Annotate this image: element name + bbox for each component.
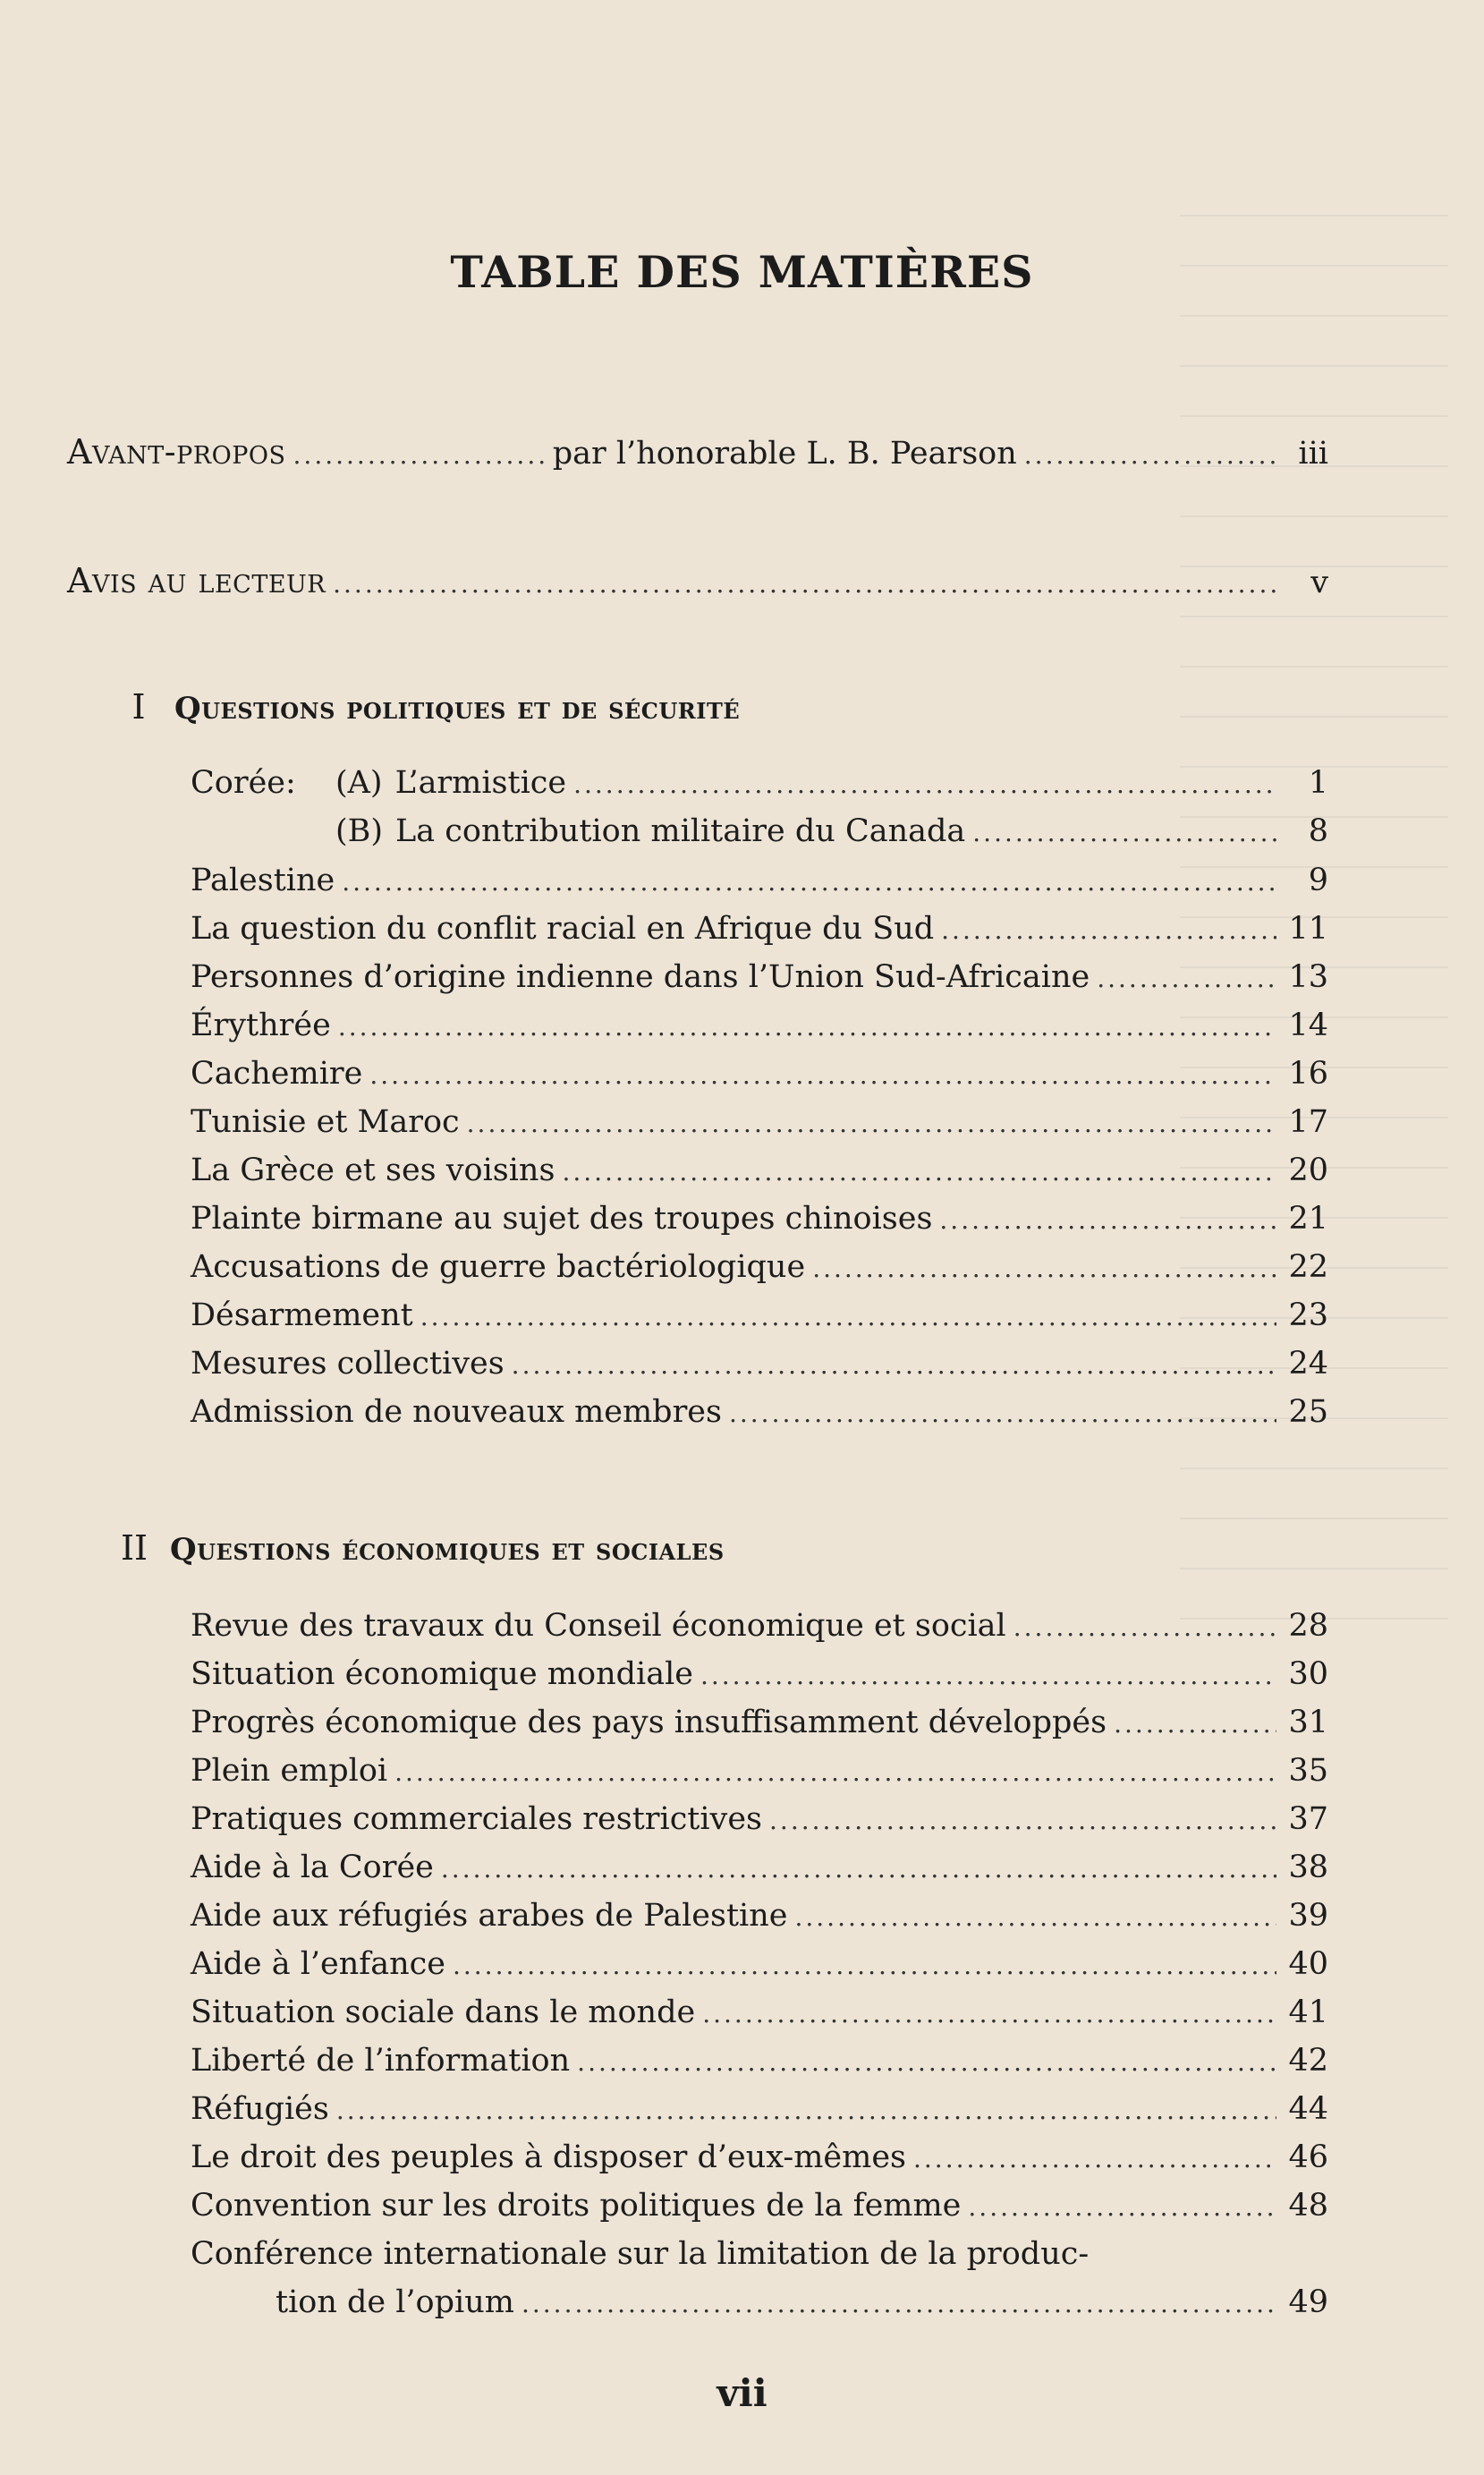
leader-dots (794, 1893, 1276, 1942)
entry-text: Situation économique mondiale (191, 1656, 693, 1692)
entry-text: Aide à la Corée (191, 1850, 434, 1885)
entry-page: 24 (1288, 1346, 1328, 1382)
entry-text: L’armistice (394, 765, 567, 801)
entry-author: par l’honorable L. B. Pearson (552, 436, 1017, 472)
entry-page: 44 (1288, 2091, 1328, 2127)
list-item (191, 2133, 1328, 2183)
leader-dots (972, 809, 1276, 857)
entry-page: 20 (1288, 1152, 1328, 1188)
leader-dots (941, 906, 1276, 955)
leader-dots (913, 2135, 1276, 2183)
entry-page: 30 (1288, 1656, 1328, 1692)
leader-dots (1013, 1603, 1276, 1652)
entry-text: Mesures collectives (191, 1346, 505, 1382)
leader-dots (577, 2038, 1276, 2087)
entry-page: 39 (1288, 1898, 1328, 1934)
entry-page: 8 (1308, 813, 1328, 849)
entry-page: 9 (1308, 863, 1328, 898)
entry-page: 22 (1288, 1249, 1328, 1285)
list-item (191, 856, 1328, 906)
list-item (191, 1988, 1328, 2038)
entry-page: 11 (1288, 911, 1328, 947)
list-item (191, 1747, 1328, 1797)
entry-page: 38 (1288, 1850, 1328, 1885)
entry-text: Aide à l’enfance (191, 1946, 445, 1982)
list-item (191, 1050, 1328, 1100)
entry-text: Palestine (191, 863, 335, 898)
entry-text: Plainte birmane au sujet des troupes chinoises (191, 1201, 933, 1237)
list-item (191, 1001, 1328, 1051)
entry-page: 46 (1288, 2139, 1328, 2175)
leader-dots (512, 1341, 1276, 1390)
entry-page: 1 (1308, 765, 1328, 801)
entry-text: Réfugiés (191, 2091, 329, 2127)
entry-text: Érythrée (191, 1008, 331, 1043)
entry-text: Tunisie et Maroc (191, 1104, 460, 1140)
entry-page: 35 (1288, 1753, 1328, 1789)
entry-page: 23 (1288, 1297, 1328, 1333)
list-item (191, 1795, 1328, 1845)
leader-dots (336, 2087, 1276, 2135)
entry-page: v (1310, 565, 1328, 600)
entry-text: tion de l’opium (276, 2284, 514, 2320)
list-item (191, 1843, 1328, 1893)
entry-text: Progrès économique des pays insuffisamment développés (191, 1705, 1107, 1740)
page-title: TABLE DES MATIÈRES (450, 246, 1034, 298)
entry-label: Avant-propos (67, 432, 286, 472)
section-title: Questions politiques et de sécurité (174, 691, 741, 727)
list-item (191, 1243, 1328, 1293)
leader-dots (420, 1293, 1276, 1341)
entry-page: 31 (1288, 1705, 1328, 1740)
list-item (191, 1602, 1328, 1652)
list-item (191, 1146, 1328, 1196)
list-item (191, 1291, 1328, 1341)
entry-page: 41 (1288, 1994, 1328, 2030)
list-item (191, 1698, 1328, 1748)
entry-page: 42 (1288, 2043, 1328, 2079)
section-number: II (120, 1528, 148, 1568)
toc-entry-coree-b (335, 807, 1328, 857)
list-item (191, 2182, 1328, 2232)
entry-page: 40 (1288, 1946, 1328, 1982)
section-heading (103, 687, 740, 727)
toc-entry-coree-a (191, 759, 1328, 809)
entry-page: 21 (1288, 1201, 1328, 1237)
entry-text: Aide aux réfugiés arabes de Palestine (191, 1898, 788, 1934)
list-item (191, 1340, 1328, 1390)
entry-text: Conférence internationale sur la limitation de la produc- (191, 2236, 1090, 2272)
entry-text: Revue des travaux du Conseil économique et social (191, 1608, 1006, 1644)
entry-text: La question du conflit racial en Afrique du Sud (191, 911, 935, 947)
leader-dots (1097, 955, 1276, 1003)
entry-text: Cachemire (191, 1056, 363, 1092)
list-item (191, 1940, 1328, 1990)
leader-dots (441, 1845, 1276, 1893)
list-item (191, 1388, 1328, 1438)
leader-dots (702, 1990, 1276, 2038)
leader-dots (333, 560, 1276, 608)
leader-dots (369, 1051, 1276, 1100)
section-title: Questions économiques et sociales (170, 1532, 725, 1568)
entry-text: Situation sociale dans le monde (191, 1994, 696, 2030)
section-heading (98, 1528, 725, 1568)
entry-page: 48 (1288, 2188, 1328, 2224)
page-folio: vii (717, 2371, 767, 2415)
list-item (191, 2085, 1328, 2135)
entry-letter: (A) (335, 765, 383, 801)
entry-text: Personnes d’origine indienne dans l’Union Sud-Africaine (191, 959, 1090, 995)
entry-text: La Grèce et ses voisins (191, 1152, 555, 1188)
entry-text: Le droit des peuples à disposer d’eux-mêmes (191, 2139, 906, 2175)
entry-page: 14 (1288, 1008, 1328, 1043)
leader-dots (467, 1100, 1276, 1148)
entry-page: 17 (1288, 1104, 1328, 1140)
entry-text: La contribution militaire du Canada (395, 813, 966, 849)
entry-text: Plein emploi (191, 1753, 388, 1789)
entry-prefix: Corée: (191, 765, 296, 801)
leader-dots (700, 1652, 1276, 1700)
entry-page: iii (1298, 436, 1328, 472)
entry-page: 13 (1288, 959, 1328, 995)
toc-entry-avis (67, 557, 1328, 608)
list-item-wrapped-line1 (191, 2230, 1328, 2278)
list-item (191, 2037, 1328, 2087)
entry-text: Convention sur les droits politiques de la femme (191, 2188, 962, 2224)
list-item-wrapped-line2 (276, 2278, 1328, 2328)
leader-dots (1024, 431, 1276, 480)
leader-dots (968, 2183, 1276, 2232)
leader-dots (562, 1148, 1276, 1196)
entry-page: 28 (1288, 1608, 1328, 1644)
leader-dots (729, 1390, 1276, 1438)
entry-page: 49 (1288, 2284, 1328, 2320)
leader-dots (453, 1942, 1276, 1990)
toc-entry-avant-propos (67, 428, 1328, 480)
entry-letter: (B) (335, 813, 384, 849)
leader-dots (342, 858, 1276, 906)
leader-dots (293, 431, 546, 480)
leader-dots (522, 2280, 1276, 2328)
list-item (191, 1098, 1328, 1148)
entry-label: Avis au lecteur (67, 561, 326, 600)
list-item (191, 1195, 1328, 1245)
entry-text: Liberté de l’information (191, 2043, 571, 2079)
leader-dots (394, 1748, 1276, 1797)
list-item (191, 905, 1328, 955)
entry-page: 16 (1288, 1056, 1328, 1092)
leader-dots (338, 1003, 1276, 1051)
leader-dots (812, 1245, 1276, 1293)
list-item (191, 953, 1328, 1003)
entry-text: Accusations de guerre bactériologique (191, 1249, 806, 1285)
entry-text: Désarmement (191, 1297, 413, 1333)
leader-dots (939, 1196, 1276, 1245)
entry-text: Pratiques commerciales restrictives (191, 1801, 763, 1837)
entry-page: 25 (1288, 1394, 1328, 1430)
entry-page: 37 (1288, 1801, 1328, 1837)
leader-dots (769, 1797, 1276, 1845)
section-number: I (131, 687, 146, 727)
entry-text: Admission de nouveaux membres (191, 1394, 722, 1430)
list-item (191, 1650, 1328, 1700)
list-item (191, 1892, 1328, 1942)
leader-dots (573, 761, 1276, 809)
leader-dots (1114, 1700, 1276, 1748)
